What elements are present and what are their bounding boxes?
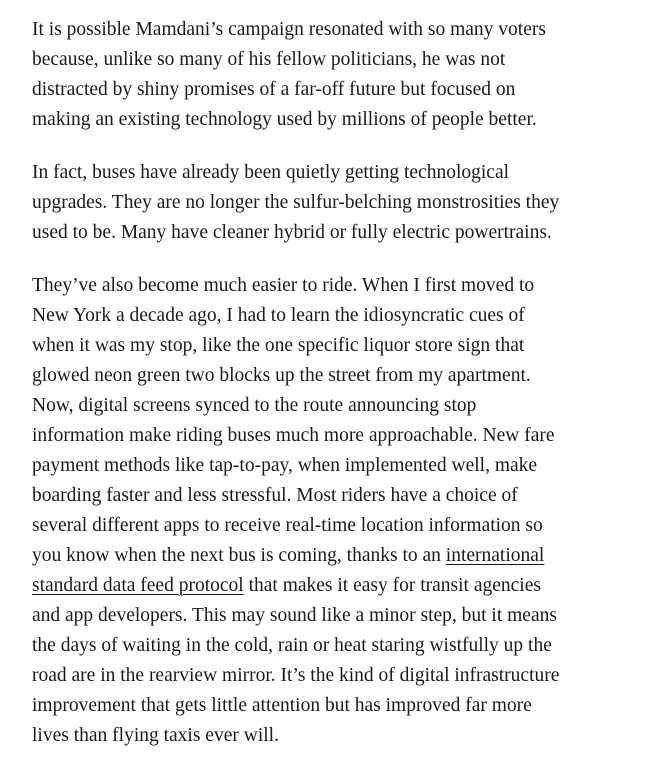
text-line: used to be. Many have cleaner hybrid or fully electric powertrains.	[32, 222, 552, 243]
text-line: glowed neon green two blocks up the street from my apartment.	[32, 365, 531, 386]
text-line: Now, digital screens synced to the route announcing stop	[32, 395, 477, 416]
text-segment: that makes it easy for transit agencies	[243, 575, 541, 596]
text-line: distracted by shiny promises of a far-off future but focused on	[32, 79, 516, 100]
text-line: New York a decade ago, I had to learn the idiosyncratic cues of	[32, 305, 525, 326]
paragraph-3	[32, 271, 559, 751]
text-line: It is possible Mamdani’s campaign resonated with so many voters	[32, 19, 546, 40]
text-segment: you know when the next bus is coming, thanks to an	[32, 545, 446, 566]
text-line: lives than flying taxis ever will.	[32, 725, 279, 746]
text-line: They’ve also become much easier to ride. When I first moved to	[32, 275, 535, 296]
text-line-with-link	[32, 541, 559, 571]
paragraph-2	[32, 158, 559, 248]
text-line: information make riding buses much more approachable. New fare	[32, 425, 555, 446]
text-line: the days of waiting in the cold, rain or heat staring wistfully up the	[32, 635, 552, 656]
text-line: boarding faster and less stressful. Most riders have a choice of	[32, 485, 518, 506]
text-line: when it was my stop, like the one specific liquor store sign that	[32, 335, 525, 356]
text-line: and app developers. This may sound like a minor step, but it means	[32, 605, 557, 626]
text-line: payment methods like tap-to-pay, when implemented well, make	[32, 455, 538, 476]
data-feed-protocol-link-continued[interactable]: standard data feed protocol	[32, 575, 244, 596]
data-feed-protocol-link[interactable]: international	[445, 545, 545, 566]
text-line: In fact, buses have already been quietly getting technological	[32, 162, 510, 183]
text-line: improvement that gets little attention but has improved far more	[32, 695, 532, 716]
paragraph-1	[32, 15, 546, 135]
text-line: upgrades. They are no longer the sulfur-belching monstrosities they	[32, 192, 560, 213]
text-line-with-link	[32, 571, 559, 601]
text-line: making an existing technology used by millions of people better.	[32, 109, 537, 130]
text-line: several different apps to receive real-time location information so	[32, 515, 543, 536]
text-line: road are in the rearview mirror. It’s the kind of digital infrastructure	[32, 665, 560, 686]
text-line: because, unlike so many of his fellow politicians, he was not	[32, 49, 506, 70]
